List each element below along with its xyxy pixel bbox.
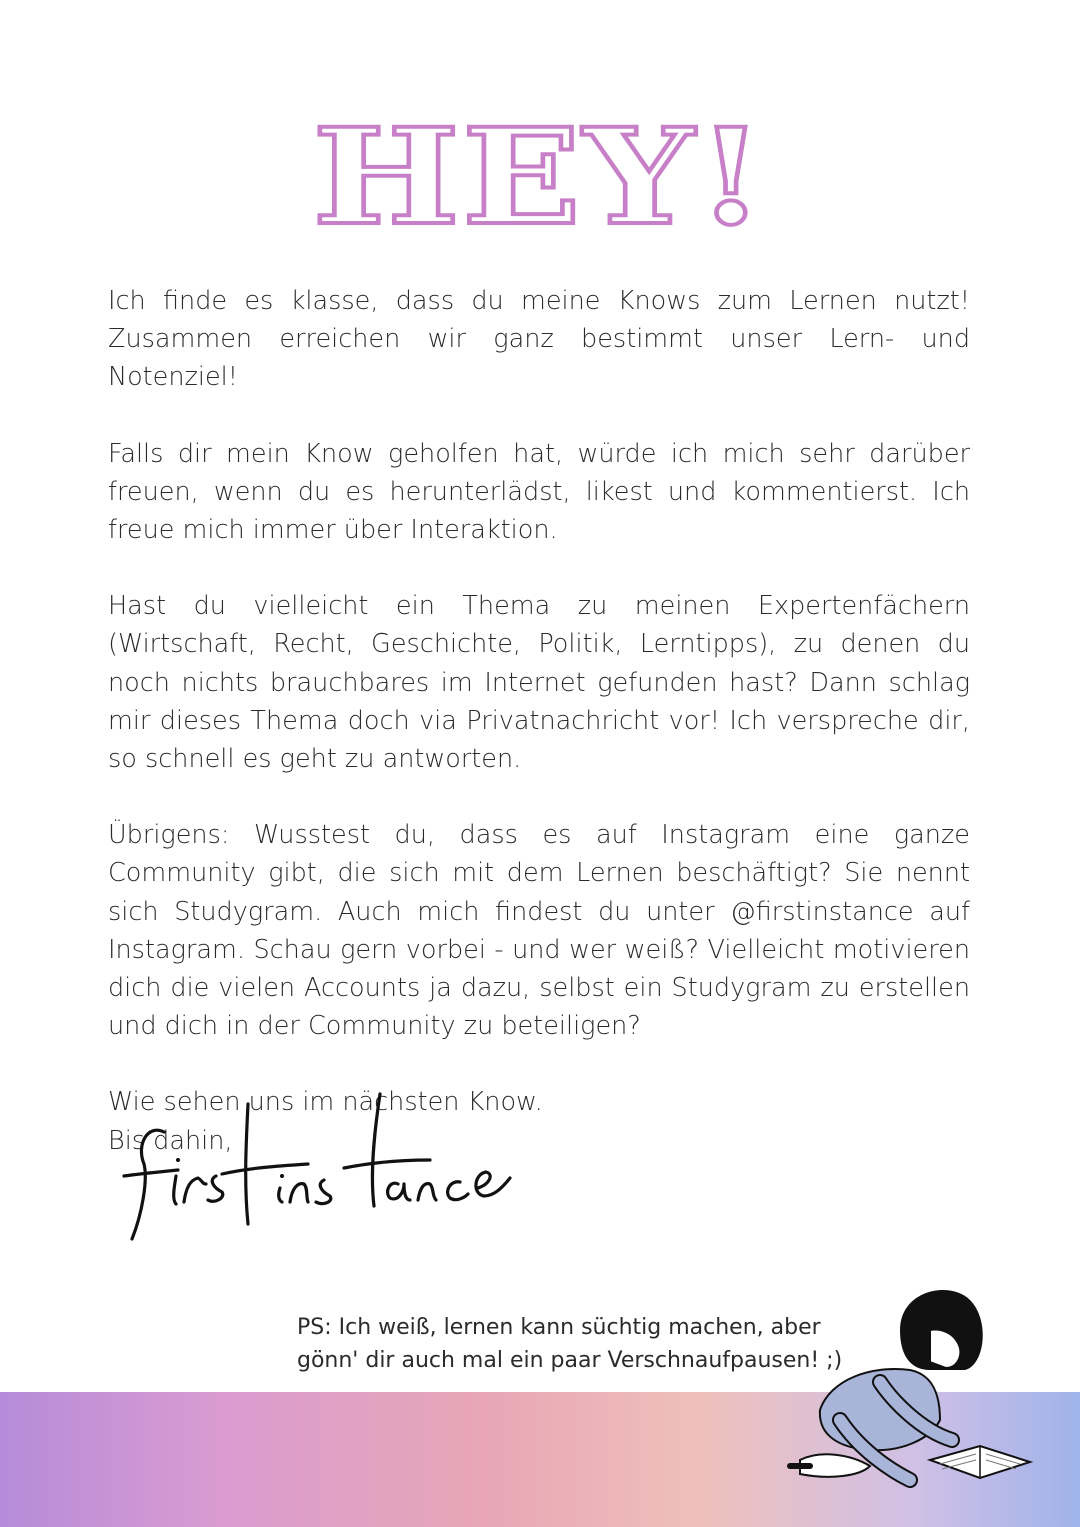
letter-body [108,282,970,1160]
signature-image [118,1084,538,1254]
girl-reading-illustration [780,1270,1080,1510]
ps-note: PS: Ich weiß, lernen kann süchtig machen, aber gönn' dir auch mal ein paar Verschnaufpausen! ;) [297,1315,843,1373]
page-title: HEY! [312,100,768,255]
paragraph-intro: Ich finde es klasse, dass du meine Knows zum Lernen nutzt! Zusammen erreichen wir ganz bestimmt unser Lern- und Notenziel! [108,286,970,393]
closing-line-2: Bis dahin, [108,1125,233,1156]
paragraph-studygram: Übrigens: Wusstest du, dass es auf Instagram eine ganze Community gibt, die sich mit dem Lernen beschäftigt? Sie nennt sich Studygram. Auch mich findest du unter @firstinstance auf Instagram. Schau gern vorbei - und wer weiß? Vielleicht motivieren dich die vielen Accounts ja dazu, selbst ein Studygram zu erstellen und dich in der Community zu beteiligen? [108,820,970,1042]
paragraph-feedback: Falls dir mein Know geholfen hat, würde ich mich sehr darüber freuen, wenn du es herunterlädst, likest und kommentierst. Ich freue mich immer über Interaktion. [108,438,970,546]
paragraph-topics: Hast du vielleicht ein Thema zu meinen Expertenfächern (Wirtschaft, Recht, Geschichte, Politik, Lerntipps), zu denen du noch nichts brauchbares im Internet gefunden hast? Dann schlag mir dieses Thema doch via Privatnachricht vor! Ich verspreche dir, so schnell es geht zu antworten. [108,591,970,775]
closing-line-1: Wie sehen uns im nächsten Know. [108,1087,543,1118]
